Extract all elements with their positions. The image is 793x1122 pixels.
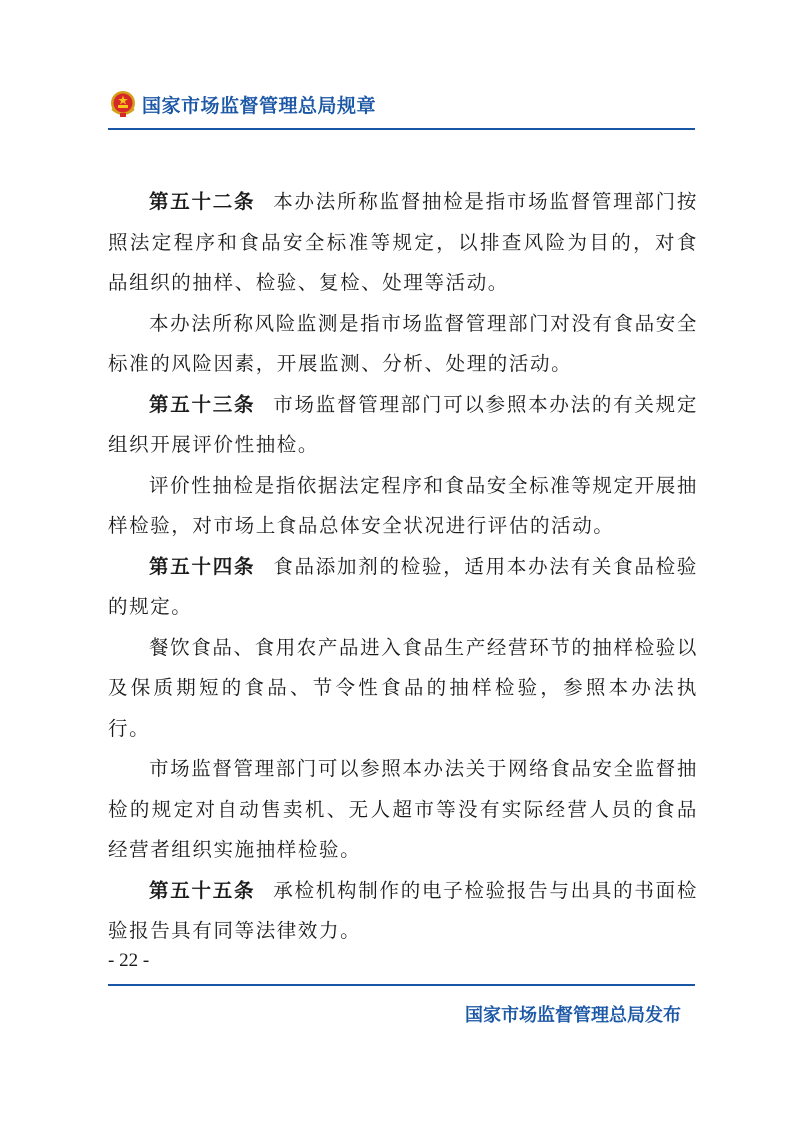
paragraph [108,466,698,547]
footer-divider [108,984,695,986]
paragraph [108,304,698,385]
paragraph-text: 本办法所称风险监测是指市场监督管理部门对没有食品安全标准的风险因素，开展监测、分析、处理的活动。 [108,311,698,375]
footer-publisher: 国家市场监督管理总局发布 [465,1005,681,1026]
header-divider [108,128,695,130]
page-number: - 22 - [108,950,150,971]
paragraph [108,547,698,628]
paragraph-text: 本办法所称监督抽检是指市场监督管理部门按照法定程序和食品安全标准等规定，以排查风险为目的，对食品组织的抽样、检验、复检、处理等活动。 [108,190,698,294]
paragraph [108,628,698,750]
document-body [108,182,698,952]
paragraph [108,749,698,871]
paragraph-text: 承检机构制作的电子检验报告与出具的书面检验报告具有同等法律效力。 [108,878,698,942]
article-number: 第五十四条 [149,554,256,578]
paragraph [108,871,698,952]
document-header [108,84,376,124]
header-title: 国家市场监督管理总局规章 [142,94,377,117]
article-number: 第五十二条 [149,190,256,213]
paragraph-text: 餐饮食品、食用农产品进入食品生产经营环节的抽样检验以及保质期短的食品、节令性食品的抽样检验，参照本办法执行。 [108,635,698,740]
paragraph-text: 市场监督管理部门可以参照本办法的有关规定组织开展评价性抽检。 [108,392,698,456]
paragraph [108,385,698,466]
paragraph-text: 评价性抽检是指依据法定程序和食品安全标准等规定开展抽样检验，对市场上食品总体安全状况进行评估的活动。 [108,473,698,537]
national-emblem-icon [108,89,138,119]
article-number: 第五十五条 [149,878,256,902]
paragraph-text: 市场监督管理部门可以参照本办法关于网络食品安全监督抽检的规定对自动售卖机、无人超市等没有实际经营人员的食品经营者组织实施抽样检验。 [108,757,698,861]
paragraph-text: 食品添加剂的检验，适用本办法有关食品检验的规定。 [108,554,698,618]
article-number: 第五十三条 [149,392,256,416]
paragraph [108,182,698,304]
